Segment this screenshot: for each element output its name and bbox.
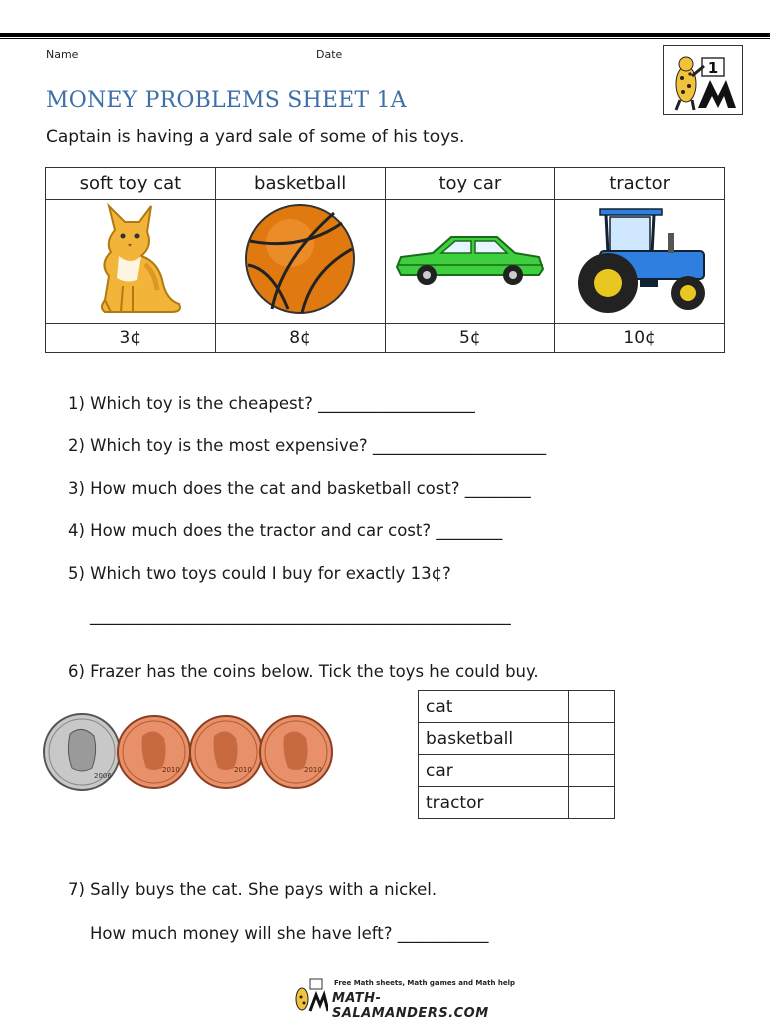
- toy-price-cat: 3¢: [46, 324, 216, 353]
- salamander-logo: [663, 45, 743, 115]
- tick-label-tractor: tractor: [419, 787, 569, 819]
- coins-icons: [42, 712, 334, 792]
- penny-year-3: 2010: [304, 766, 322, 774]
- penny-year-1: 2010: [162, 766, 180, 774]
- car-icon: [393, 229, 547, 289]
- toy-name-basketball: basketball: [215, 168, 385, 200]
- toy-name-tractor: tractor: [555, 168, 725, 200]
- toy-picture-basketball: [215, 200, 385, 324]
- tick-label-basketball: basketball: [419, 723, 569, 755]
- tick-label-cat: cat: [419, 691, 569, 723]
- nickel-year: 2006: [94, 772, 112, 780]
- header-rule-thin: [0, 38, 770, 39]
- footer-brand: MATH-SALAMANDERS.COM: [332, 991, 489, 1021]
- tick-row: [419, 691, 615, 723]
- tick-row: [419, 755, 615, 787]
- toy-price-basketball: 8¢: [215, 324, 385, 353]
- date-label: Date: [316, 48, 343, 61]
- penny-icon: [190, 716, 262, 788]
- tick-row: [419, 787, 615, 819]
- page-title: MONEY PROBLEMS SHEET 1A: [46, 88, 407, 113]
- tick-row: [419, 723, 615, 755]
- toys-table: [45, 167, 725, 353]
- coins-row: [42, 712, 334, 796]
- question-7-line-2: How much money will she have left? ___________: [90, 924, 489, 943]
- tick-box-tractor[interactable]: [569, 787, 615, 819]
- question-1: 1) Which toy is the cheapest? ___________________: [68, 394, 475, 413]
- intro-text: Captain is having a yard sale of some of his toys.: [46, 127, 465, 147]
- question-7: 7) Sally buys the cat. She pays with a nickel.: [68, 880, 438, 899]
- footer-tagline: Free Math sheets, Math games and Math help: [334, 979, 516, 987]
- question-3: 3) How much does the cat and basketball cost? ________: [68, 479, 531, 498]
- toy-price-car: 5¢: [385, 324, 555, 353]
- penny-icon: [118, 716, 190, 788]
- cat-icon: [75, 200, 185, 318]
- basketball-icon: [242, 201, 358, 317]
- toy-picture-cat: [46, 200, 216, 324]
- header-rule: [0, 33, 770, 37]
- question-6: 6) Frazer has the coins below. Tick the toys he could buy.: [68, 662, 539, 681]
- tick-label-car: car: [419, 755, 569, 787]
- nickel-icon: [44, 714, 120, 790]
- footer-salamander-icon: [292, 977, 328, 1013]
- toy-price-tractor: 10¢: [555, 324, 725, 353]
- question-5-answer-line: ___________________________________________________: [90, 606, 511, 625]
- question-4: 4) How much does the tractor and car cost? ________: [68, 521, 503, 540]
- toy-name-cat: soft toy cat: [46, 168, 216, 200]
- penny-icon: [260, 716, 332, 788]
- toy-name-car: toy car: [385, 168, 555, 200]
- name-label: Name: [46, 48, 79, 61]
- penny-year-2: 2010: [234, 766, 252, 774]
- tick-table: [418, 690, 615, 819]
- toy-picture-car: [385, 200, 555, 324]
- tick-box-cat[interactable]: [569, 691, 615, 723]
- tick-box-basketball[interactable]: [569, 723, 615, 755]
- footer-logo: [292, 975, 522, 1021]
- salamander-logo-icon: [664, 46, 742, 114]
- toy-picture-tractor: [555, 200, 725, 324]
- tractor-icon: [570, 203, 710, 315]
- tick-box-car[interactable]: [569, 755, 615, 787]
- question-2: 2) Which toy is the most expensive? _____________________: [68, 436, 547, 455]
- logo-number: 1: [707, 59, 719, 77]
- question-5: 5) Which two toys could I buy for exactly 13¢?: [68, 564, 451, 583]
